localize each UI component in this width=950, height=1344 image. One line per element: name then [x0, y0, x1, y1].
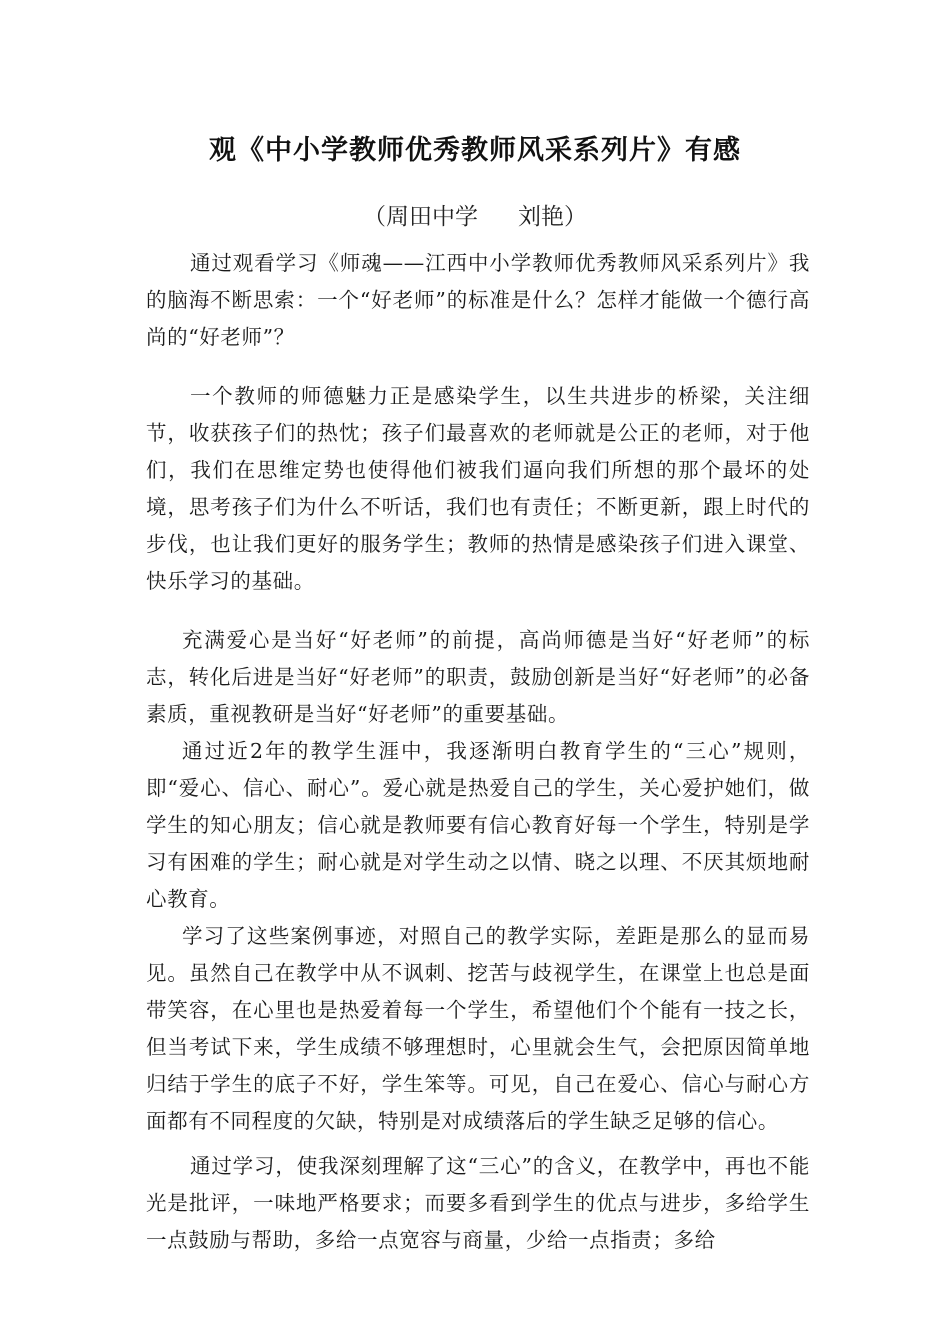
- paragraph-3: 充满爱心是当好“好老师”的前提，高尚师德是当好“好老师”的标志，转化后进是当好“好老师”的职责，鼓励创新是当好“好老师”的必备素质，重视教研是当好“好老师”的重要基础。: [146, 628, 810, 726]
- paragraph-1: 通过观看学习《师魂——江西中小学教师优秀教师风采系列片》我的脑海不断思索：一个“好老师”的标准是什么？怎样才能做一个德行高尚的“好老师”？: [146, 251, 810, 349]
- paragraph-5: 学习了这些案例事迹，对照自己的教学实际，差距是那么的显而易见。虽然自己在教学中从不讽刺、挖苦与歧视学生，在课堂上也总是面带笑容，在心里也是热爱着每一个学生，希望他们个个能有一技之长，但当考试下来，学生成绩不够理想时，心里就会生气，会把原因简单地归结于学生的底子不好，学生笨等。可见，自己在爱心、信心与耐心方面都有不同程度的欠缺，特别是对成绩落后的学生缺乏足够的信心。: [146, 924, 810, 1133]
- byline-open-paren: （: [363, 204, 386, 230]
- paragraph-4: 通过近2年的教学生涯中，我逐渐明白教育学生的“三心”规则，即“爱心、信心、耐心”。爱心就是热爱自己的学生，关心爱护她们，做学生的知心朋友；信心就是教师要有信心教育好每一个学生，特别是学习有困难的学生；耐心就是对学生动之以情、晓之以理、不厌其烦地耐心教育。: [146, 739, 810, 911]
- paragraph-2: 一个教师的师德魅力正是感染学生，以生共进步的桥梁，关注细节，收获孩子们的热忱；孩子们最喜欢的老师就是公正的老师，对于他们，我们在思维定势也使得他们被我们逼向我们所想的那个最坏的处境，思考孩子们为什么不听话，我们也有责任；不断更新，跟上时代的步伐，也让我们更好的服务学生；教师的热情是感染孩子们进入课堂、快乐学习的基础。: [146, 384, 810, 593]
- document-body: [146, 245, 810, 1259]
- byline-close-paren: ）: [564, 204, 587, 230]
- author-byline: [0, 198, 950, 231]
- byline-author: 刘艳: [518, 204, 564, 230]
- document-title: 观《中小学教师优秀教师风采系列片》有感: [209, 135, 741, 166]
- byline-school: 周田中学: [386, 204, 478, 230]
- paragraph-6: 通过学习，使我深刻理解了这“三心”的含义，在教学中，再也不能光是批评，一味地严格要求；而要多看到学生的优点与进步，多给学生一点鼓励与帮助，多给一点宽容与商量，少给一点指责；多给: [146, 1154, 810, 1252]
